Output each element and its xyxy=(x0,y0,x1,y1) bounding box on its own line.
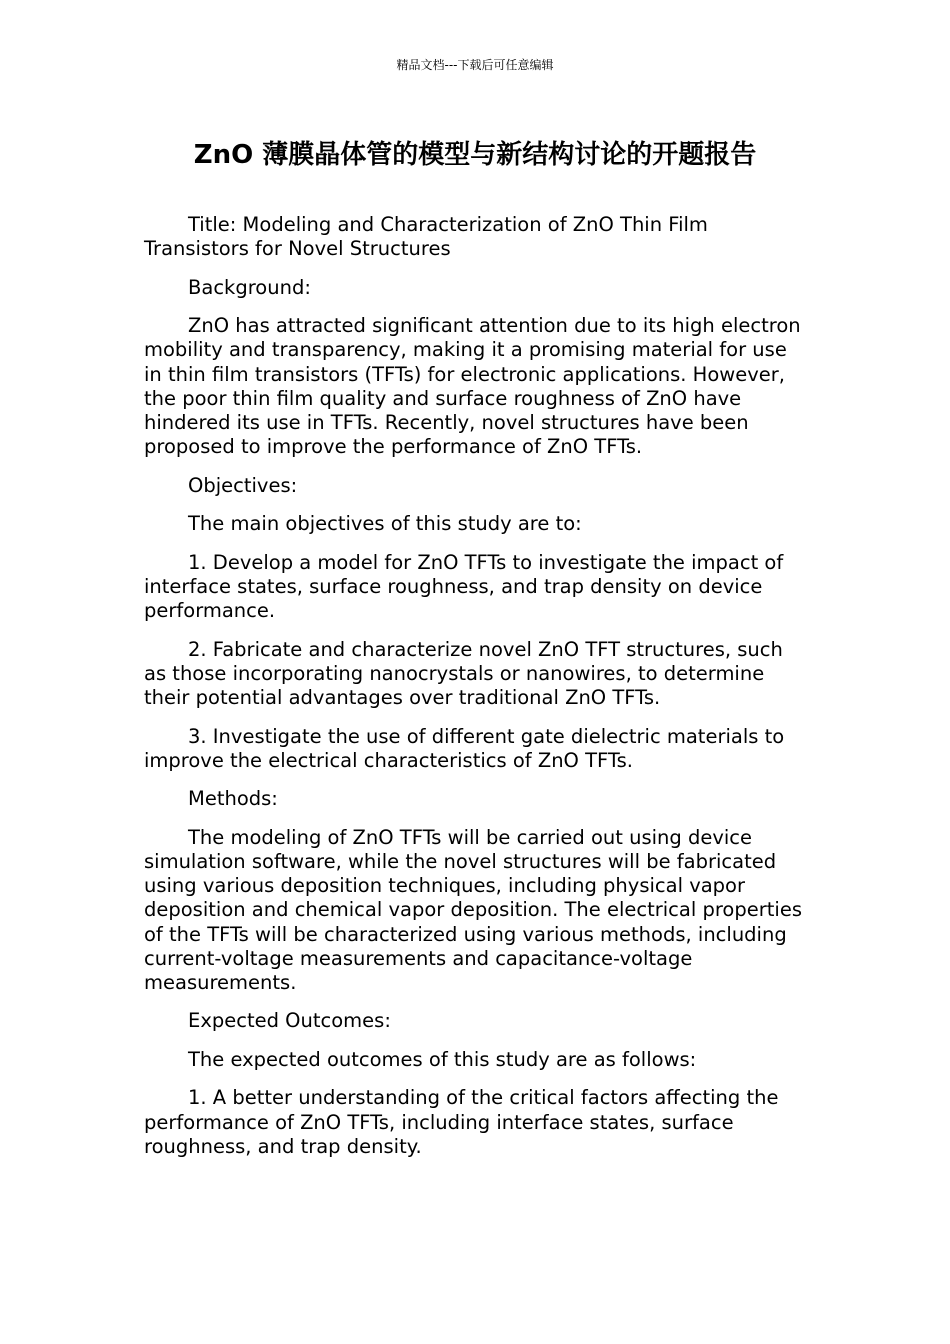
section-heading-expected-outcomes: Expected Outcomes: xyxy=(188,1009,391,1033)
section-heading-methods: Methods: xyxy=(188,787,278,811)
objective-item-2: 2. Fabricate and characterize novel ZnO TFT structures, such as those incorporating nanocrystals or nanowires, to determine their potential advantages over traditional ZnO TFTs. xyxy=(144,637,783,710)
objectives-intro: The main objectives of this study are to: xyxy=(188,512,582,536)
title-line: Title: Modeling and Characterization of ZnO Thin Film Transistors for Novel Structures xyxy=(144,213,708,261)
methods-paragraph: The modeling of ZnO TFTs will be carried out using device simulation software, while the novel structures will be fabricated using various deposition techniques, including physical vapor deposition and chemical vapor deposition. The electrical properties of the TFTs will be characterized using various methods, including current-voltage measurements and capacitance-voltage measurements. xyxy=(144,825,802,994)
section-heading-background: Background: xyxy=(188,275,311,299)
background-paragraph: ZnO has attracted significant attention due to its high electron mobility and transparency, making it a promising material for use in thin film transistors (TFTs) for electronic applications. However, the poor thin film quality and surface roughness of ZnO have hindered its use in TFTs. Recently, novel structures have been proposed to improve the performance of ZnO TFTs. xyxy=(144,314,801,459)
page-header: 精品文档---下载后可任意编辑 xyxy=(396,58,554,72)
outcomes-intro: The expected outcomes of this study are as follows: xyxy=(188,1047,697,1071)
document-body xyxy=(144,213,804,1173)
outcome-item-1: 1. A better understanding of the critical factors affecting the performance of ZnO TFTs, including interface states, surface roughness, and trap density. xyxy=(144,1086,779,1158)
objective-item-3: 3. Investigate the use of different gate dielectric materials to improve the electrical characteristics of ZnO TFTs. xyxy=(144,724,785,772)
objective-item-1: 1. Develop a model for ZnO TFTs to investigate the impact of interface states, surface roughness, and trap density on device performance. xyxy=(144,550,784,623)
document-title: ZnO 薄膜晶体管的模型与新结构讨论的开题报告 xyxy=(193,140,757,170)
section-heading-objectives: Objectives: xyxy=(188,473,298,497)
